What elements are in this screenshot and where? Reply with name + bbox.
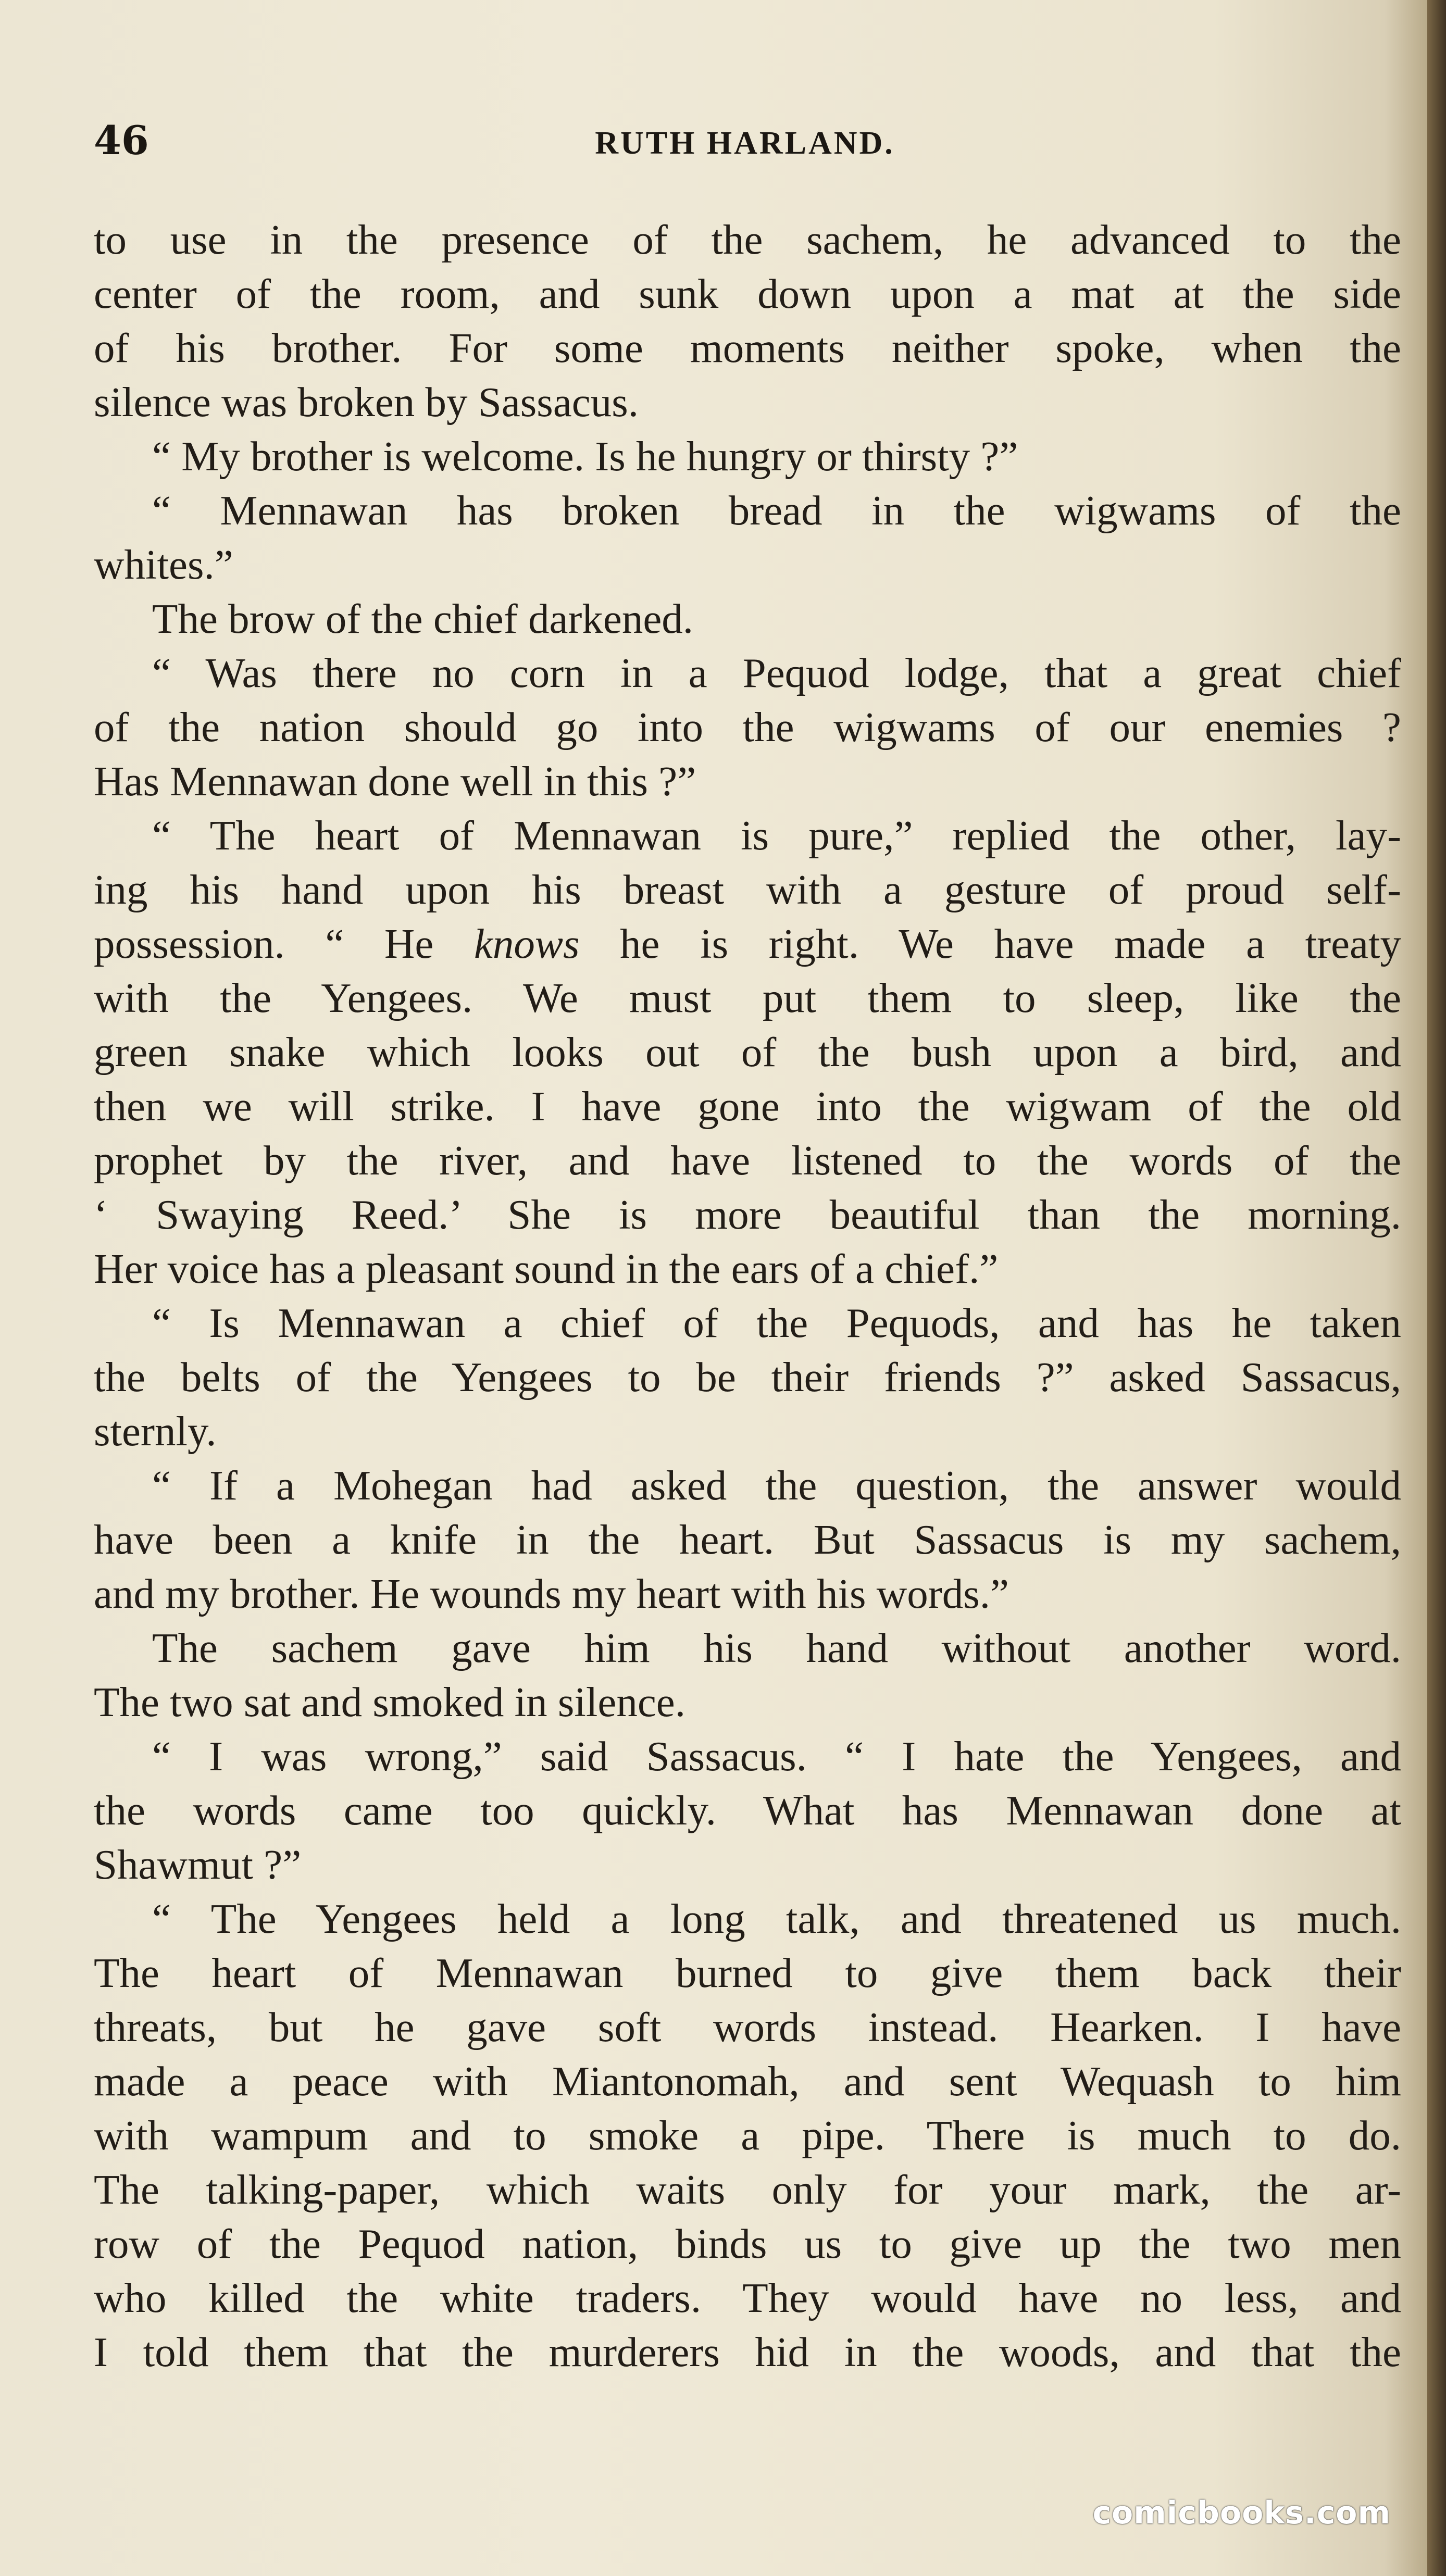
page-number: 46 (94, 117, 149, 164)
text-line: row of the Pequod nation, binds us to give up the two men (94, 2220, 1401, 2267)
text-line: “ The Yengees held a long talk, and threatened us much. (152, 1895, 1401, 1942)
book-spine-edge (1427, 0, 1446, 2576)
text-line: who killed the white traders. They would have no less, and (94, 2274, 1401, 2321)
text-line: “ My brother is welcome. Is he hungry or thirsty ?” (152, 433, 1018, 480)
text-line: The brow of the chief darkened. (152, 595, 694, 642)
text-line: and my brother. He wounds my heart with his words.” (94, 1570, 1009, 1617)
body-text (94, 212, 1401, 2379)
text-line: with wampum and to smoke a pipe. There is much to do. (94, 2112, 1401, 2159)
text-line: I told them that the murderers hid in the woods, and that the (94, 2329, 1401, 2375)
text-line: possession. “ He knows he is right. We have made a treaty (94, 920, 1401, 967)
text-line: to use in the presence of the sachem, he advanced to the (94, 216, 1401, 263)
text-line: “ Is Mennawan a chief of the Pequods, and has he taken (152, 1299, 1401, 1346)
text-line: Shawmut ?” (94, 1841, 302, 1888)
watermark: comicbooks.com (1092, 2495, 1391, 2531)
text-line: “ If a Mohegan had asked the question, the answer would (152, 1462, 1401, 1509)
page-header (94, 115, 1396, 177)
emphasis: knows (473, 920, 580, 967)
text-line: center of the room, and sunk down upon a mat at the side (94, 270, 1401, 317)
text-line: “ I was wrong,” said Sassacus. “ I hate the Yengees, and (152, 1733, 1401, 1780)
text-line: prophet by the river, and have listened to the words of the (94, 1137, 1401, 1184)
text-line: green snake which looks out of the bush upon a bird, and (94, 1029, 1401, 1076)
text-line: “ Mennawan has broken bread in the wigwams of the (152, 487, 1401, 534)
text-line: of the nation should go into the wigwams of our enemies ? (94, 704, 1401, 751)
text-line: silence was broken by Sassacus. (94, 379, 639, 426)
text-line: Her voice has a pleasant sound in the ears of a chief.” (94, 1245, 999, 1292)
text-line: The talking-paper, which waits only for your mark, the ar- (94, 2166, 1401, 2213)
text-line: ing his hand upon his breast with a gesture of proud self- (94, 866, 1401, 913)
text-line: “ The heart of Mennawan is pure,” replied the other, lay- (152, 812, 1401, 859)
text-line: the words came too quickly. What has Mennawan done at (94, 1787, 1401, 1834)
text-line: of his brother. For some moments neither spoke, when the (94, 324, 1401, 371)
text-line: The sachem gave him his hand without another word. (152, 1624, 1401, 1671)
text-line: with the Yengees. We must put them to sleep, like the (94, 974, 1401, 1021)
text-line: sternly. (94, 1408, 217, 1455)
text-line: ‘ Swaying Reed.’ She is more beautiful than the morning. (94, 1191, 1401, 1238)
text-line: whites.” (94, 541, 233, 588)
running-head: RUTH HARLAND. (595, 126, 895, 161)
text-line: then we will strike. I have gone into the wigwam of the old (94, 1083, 1401, 1130)
text-line: Has Mennawan done well in this ?” (94, 758, 696, 805)
text-line: “ Was there no corn in a Pequod lodge, that a great chief (152, 649, 1401, 696)
text-line: made a peace with Miantonomah, and sent Wequash to him (94, 2058, 1401, 2105)
text-line: The heart of Mennawan burned to give them back their (94, 1949, 1401, 1996)
text-line: have been a knife in the heart. But Sassacus is my sachem, (94, 1516, 1401, 1563)
text-line: The two sat and smoked in silence. (94, 1679, 685, 1725)
text-line: the belts of the Yengees to be their friends ?” asked Sassacus, (94, 1354, 1401, 1400)
text-line: threats, but he gave soft words instead. Hearken. I have (94, 2004, 1401, 2050)
